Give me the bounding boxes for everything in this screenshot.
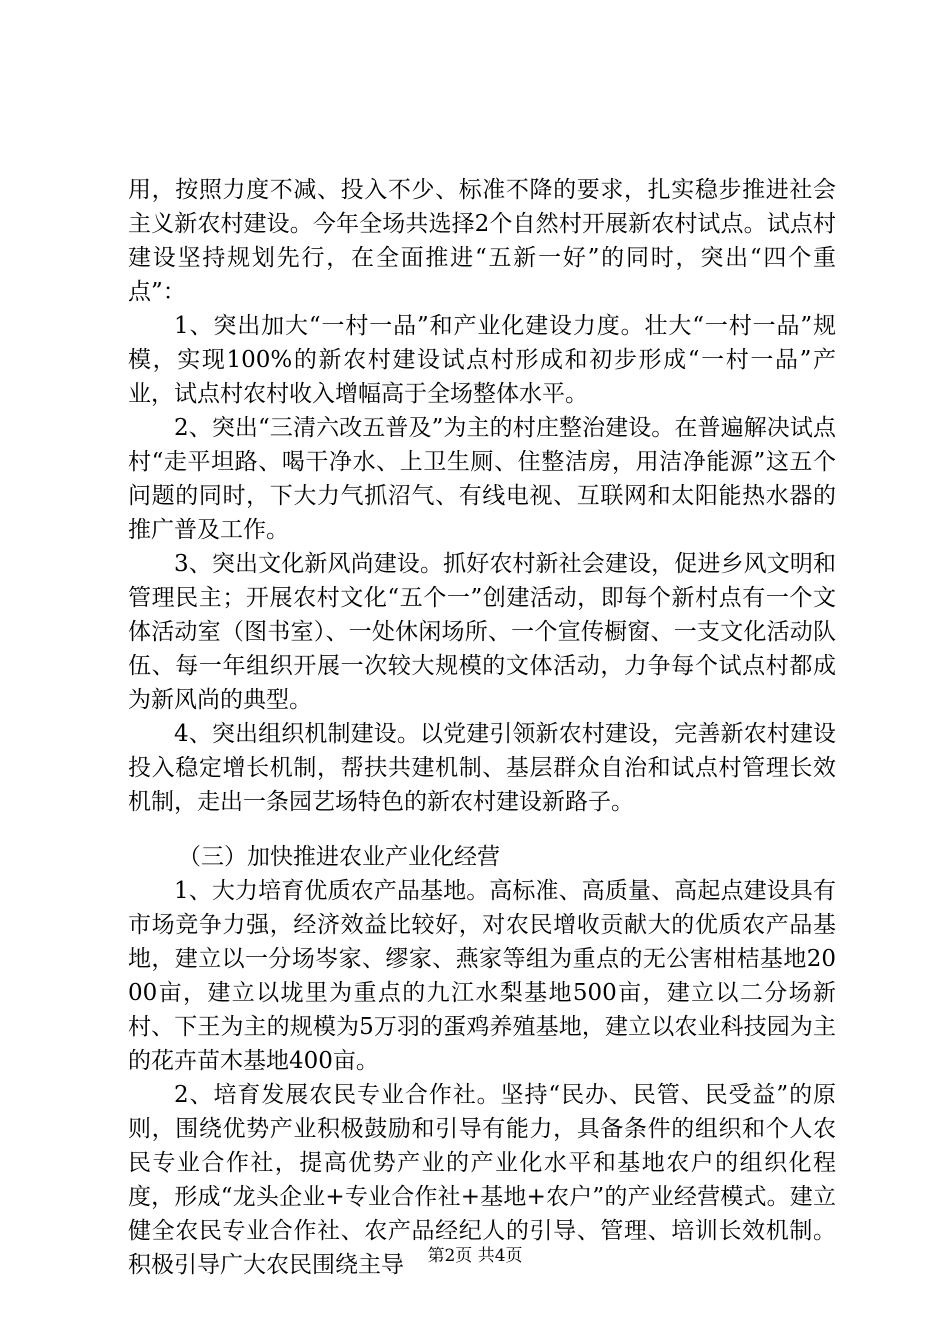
paragraph-base-1: 1、大力培育优质农产品基地。高标准、高质量、高起点建设具有市场竞争力强，经济效益比较好，对农民增收贡献大的优质农产品基地，建立以一分场岑家、缪家、燕家等组为重点的无公害柑桔基地2000亩，建立以垅里为重点的九江水梨基地500亩，建立以二分场新村、下王为主的规模为5万羽的蛋鸡养殖基地，建立以农业科技园为主的花卉苗木基地400亩。: [128, 878, 836, 1074]
paragraph-item-4: 4、突出组织机制建设。以党建引领新农村建设，完善新农村建设投入稳定增长机制，帮扶共建机制、基层群众自治和试点村管理长效机制，走出一条园艺场特色的新农村建设新路子。: [128, 721, 836, 815]
paragraph-continuation: 用，按照力度不减、投入不少、标准不降的要求，扎实稳步推进社会主义新农村建设。今年全场共选择2个自然村开展新农村试点。试点村建设坚持规划先行，在全面推进“五新一好”的同时，突出“四个重点”：: [128, 177, 836, 305]
paragraph-item-3: 3、突出文化新风尚建设。抓好农村新社会建设，促进乡风文明和管理民主；开展农村文化“五个一”创建活动，即每个新村点有一个文体活动室（图书室）、一处休闲场所、一个宣传橱窗、一支文化活动队伍、每一年组织开展一次较大规模的文体活动，力争每个试点村都成为新风尚的典型。: [128, 551, 836, 713]
document-body: [128, 173, 836, 1282]
section-heading: （三）加快推进农业产业化经营: [178, 844, 500, 870]
paragraph-base-2: 2、培育发展农民专业合作社。坚持“民办、民管、民受益”的原则，围绕优势产业积极鼓励和引导有能力，具备条件的组织和个人农民专业合作社，提高优势产业的产业化水平和基地农户的组织化程度，形成“龙头企业+专业合作社+基地+农户”的产业经营模式。建立健全农民专业合作社、农产品经纪人的引导、管理、培训长效机制。积极引导广大农民围绕主导: [128, 1082, 836, 1278]
paragraph-item-2: 2、突出“三清六改五普及”为主的村庄整治建设。在普遍解决试点村“走平坦路、喝干净水、上卫生厕、住整洁房，用洁净能源”这五个问题的同时，下大力气抓沼气、有线电视、互联网和太阳能热水器的推广普及工作。: [128, 415, 836, 543]
page-footer: 第2页 共4页: [427, 1246, 523, 1266]
paragraph-item-1: 1、突出加大“一村一品”和产业化建设力度。壮大“一村一品”规模，实现100%的新农村建设试点村形成和初步形成“一村一品”产业，试点村农村收入增幅高于全场整体水平。: [128, 313, 836, 407]
